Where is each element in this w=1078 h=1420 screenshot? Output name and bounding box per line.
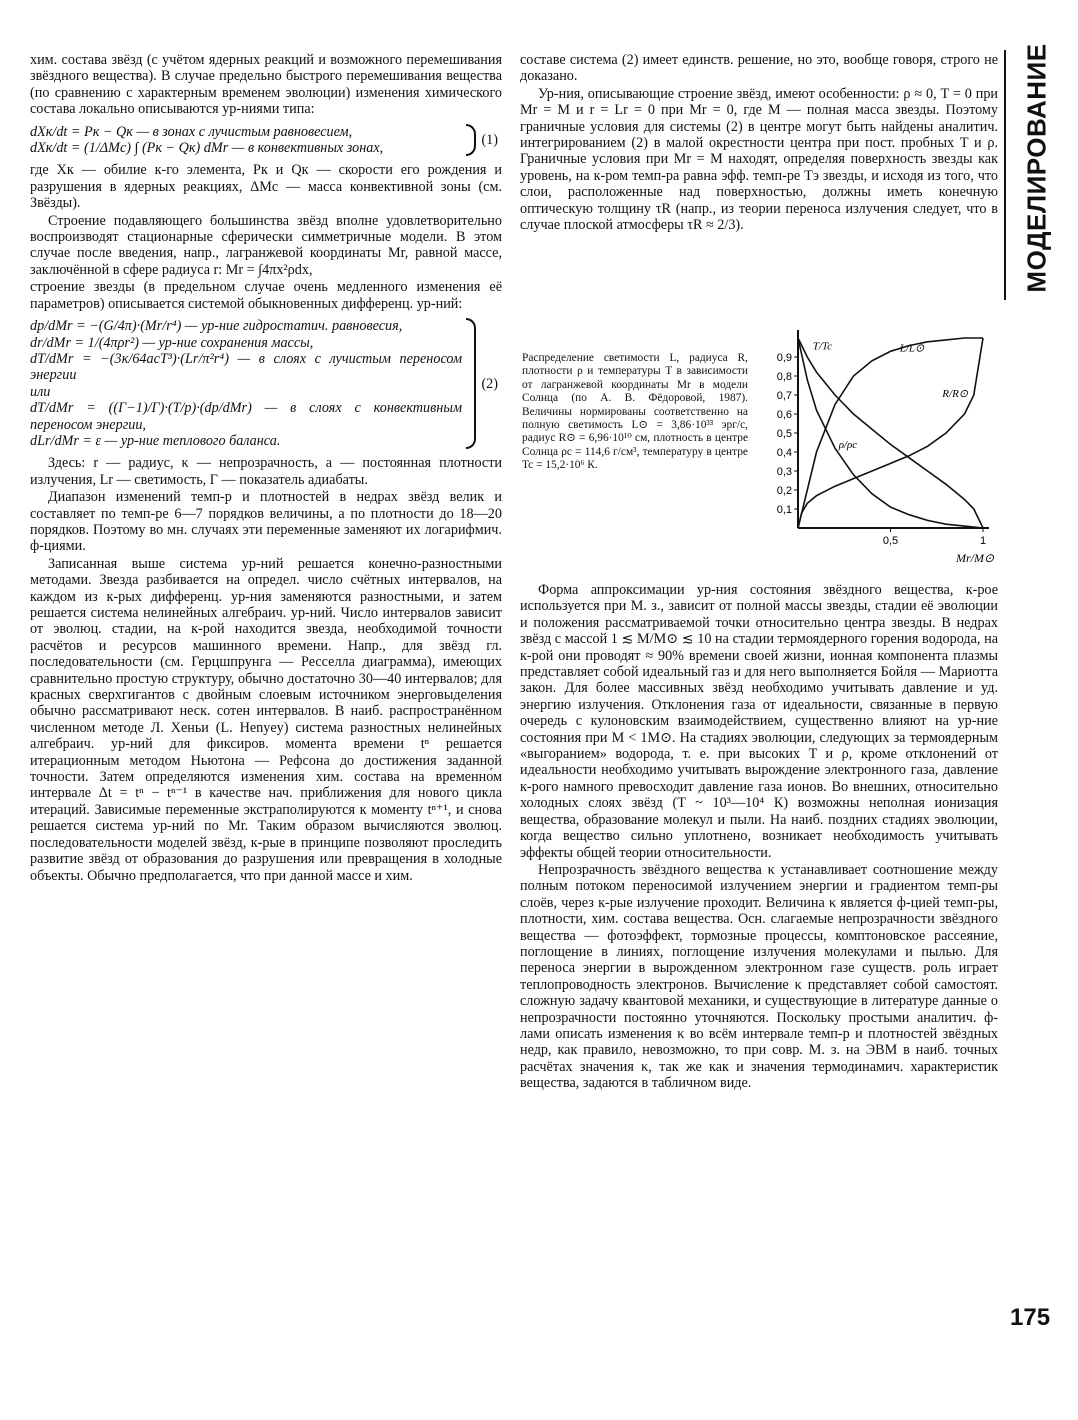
- chart-series-label: L/L⊙: [899, 342, 925, 355]
- right-paragraph-1: составе система (2) имеет единств. решение, но это, вообще говоря, строго не доказано.: [520, 52, 998, 85]
- chart-y-tick-label: 0,3: [776, 466, 792, 478]
- eq1-number: (1): [481, 131, 498, 148]
- chart-series-line: [798, 338, 983, 528]
- chart-y-tick-label: 0,4: [776, 447, 792, 459]
- chart-series-label: R/R⊙: [942, 387, 969, 400]
- eq2-line-2: dr/dMr = 1/(4πρr²) — ур-ние сохранения массы,: [30, 334, 314, 351]
- figure-caption: Распределение светимости L, радиуса R, плотности ρ и температуры T в зависимости от лагранжевой координаты Mr в модели Солнца (по А. В. Фёдоровой, 1987). Величины нормированы соответственно на полную светимость L⊙ = 3,86·10³³ эрг/с, радиус R⊙ = 6,96·10¹⁰ см, плотность в центре Солнца ρc = 114,6 г/см³, температуру в центре Tc = 15,2·10⁶ К.: [522, 352, 748, 472]
- chart-series-line: [798, 338, 983, 528]
- eq1-brace: [466, 124, 476, 157]
- chart-y-tick-label: 0,5: [776, 428, 792, 440]
- left-paragraph-6: Диапазон изменений темп-р и плотностей в недрах звёзд велик и составляет по темп-ре 6—7 порядков величины, а по плотности до 18—20 порядков. Поэтому во мн. случаях эти переменные заменяют их логарифмич. ф-циями.: [30, 489, 502, 555]
- chart-y-tick-label: 0,6: [776, 409, 792, 421]
- chart-series-line: [798, 338, 983, 528]
- left-paragraph-2: где Xк — обилие к-го элемента, Pк и Qк — скорости его рождения и разрушения в ядерных реакциях, ΔMc — масса конвективной зоны (см. Звёзды).: [30, 162, 502, 212]
- section-title-text: МОДЕЛИРОВАНИЕ: [1021, 43, 1052, 293]
- chart-svg: [752, 320, 997, 565]
- chart-x-tick-label: 1: [979, 535, 987, 547]
- chart-x-axis-label: Mr/M⊙: [955, 551, 995, 565]
- right-column-top: [520, 52, 998, 312]
- chart-y-tick-label: 0,8: [776, 371, 792, 383]
- side-rule: [1004, 50, 1006, 300]
- left-paragraph-1: хим. состава звёзд (с учётом ядерных реакций и возможного перемешивания звёздного вещества). В случае предельно быстрого перемешивания вещества (по сравнению с характерным временем эволюции) изменения химического состава локально описываются ур-ниями типа:: [30, 52, 502, 118]
- chart-series-label: ρ/ρc: [838, 439, 858, 452]
- eq2-line-5: dLr/dMr = ε — ур-ние теплового баланса.: [30, 432, 281, 449]
- eq2-line-3: dT/dMr = −(3κ/64acT³)·(Lr/π²r⁴) — в слоях с лучистым переносом энергии: [30, 350, 462, 384]
- left-paragraph-5: Здесь: r — радиус, κ — непрозрачность, a — постоянная плотности излучения, Lr — светимость, Γ — показатель адиабаты.: [30, 455, 502, 488]
- right-paragraph-4: Непрозрачность звёздного вещества κ устанавливает соотношение между полным потоком переносимой излучением энергии и градиентом темп-ры слоёв, через к-рые излучение проходит. Величина κ является ф-цией темп-ры, плотности, хим. состава вещества. Осн. слагаемые непрозрачности звёздного вещества — фотоэффект, тормозные процессы, комптоновское рассеяние, поглощение в линиях, поглощение излучения молекулами и пылью. Для переноса энергии в вырожденном электронном газе существ. роль играет теплопроводность электронов. Вычисление κ представляет собой самостоят. сложную задачу квантовой механики, и существующие в литературе данные о непрозрачности постоянно уточняются. Поскольку простыми аналитич. ф-лами описать изменения κ во всём интервале темп-р и плотностей звёздных недр, как правило, невозможно, то при совр. М. з. на ЭВМ в наиб. точных расчётах значения κ, так же как и значения термодинамич. характеристик вещества, задаются в табличном виде.: [520, 861, 998, 1092]
- equation-2: [30, 318, 502, 449]
- eq2-brace: [466, 318, 476, 449]
- solar-model-chart: [752, 320, 997, 565]
- left-paragraph-3: Строение подавляющего большинства звёзд вполне удовлетворительно воспроизводят стационарные сферически симметричные модели. В этом случае после введения, напр., лагранжевой координаты Mr, равной массе, заключённой в сфере радиуса r: Mr = ∫4πx²ρdx,: [30, 212, 502, 278]
- right-column-bottom: [520, 582, 998, 1093]
- chart-y-tick-label: 0,1: [776, 504, 792, 516]
- eq1-line-2: dXк/dt = (1/ΔMc) ∫ (Pк − Qк) dMr — в конвективных зонах,: [30, 140, 384, 157]
- left-paragraph-7: Записанная выше система ур-ний решается конечно-разностными методами. Звезда разбивается на определ. число счётных интервалов, на каждом из к-рых дифференц. ур-ния заменяются разностными, и затем решается система нелинейных алгебраич. ур-ний. Число интервалов зависит от эволюц. стадии, на к-рой находится звезда, необходимой точности расчётов и ресурсов машинного времени. Напр., для звёзд гл. последовательности (см. Герцшпрунга — Ресселла диаграмма), имеющих сравнительно простую структуру, обычно достаточно 30—40 интервалов; для красных сверхгигантов с двойным слоевым источником энерговыделения обычно рассматривают неск. сотен интервалов. В наиб. распространённом численном методе Л. Хеньи (L. Henyey) система разностных нелинейных алгебраич. ур-ний для фиксиров. момента времени tⁿ решается итерационным методом Ньютона — Рефсона до достижения заданной точности. Затем определяются изменения хим. состава на временно́м интервале Δt = tⁿ − tⁿ⁻¹ в качестве нач. приближения для нового цикла итераций. Зависимые переменные экстраполируются к моменту tⁿ⁺¹, и снова решается система ур-ний по Mr. Таким образом вычисляются эволюц. последовательности моделей звёзд, к-рые в принципе позволяют проследить развитие звёзд от образования до разрушения или превращения в холодные объекты. Обычно предполагается, что при данной массе и хим.: [30, 555, 502, 884]
- left-column: [30, 52, 502, 885]
- eq2-or: или: [30, 383, 51, 400]
- right-paragraph-2: Ур-ния, описывающие строение звёзд, имеют особенности: ρ ≈ 0, T = 0 при Mr = M и r = Lr = 0 при Mr = 0, где M — полная масса звезды. Поэтому граничные условия для системы (2) в центре могут быть найдены аналитич. интегрированием (2) в малой окрестности центра при пост. пробных T и ρ. Граничные условия при Mr = M находят, определяя поверхность звезды как уровень, на к-ром темп-ра равна эфф. темп-ре Tэ звезды, и исходя из того, что слои, расположенные над поверхностью, должны иметь конечную оптическую толщину τR (напр., из теории переноса излучения следует, что в случае плоской атмосферы τR ≈ 2/3).: [520, 85, 998, 234]
- right-paragraph-3: Форма аппроксимации ур-ния состояния звёздного вещества, к-рое используется при М. з., зависит от полной массы звезды, стадии её эволюции и положения рассматриваемой точки относительно центра звезды. В недрах звёзд с массой 1 ≲ M/M⊙ ≲ 10 на стадии термоядерного горения водорода, на к-рой они проводят ≈ 90% времени своей жизни, ионная компонента плазмы представляет собой идеальный газ и для него выполняется Бойля — Мариотта закон. Для более массивных звёзд необходимо учитывать давление и уд. энергию излучения. Отклонения газа от идеальности, связанные в первую очередь с кулоновским взаимодействием, существенно влияют на ур-ние состояния при M < 1M⊙. На стадиях эволюции, следующих за термоядерным «выгоранием» водорода, т. е. при высоких T и ρ, кроме отклонений от идеальности необходимо учитывать вырождение электронного газа, давление к-рого намного превосходит давление газа ионов. Во внешних, относительно холодных слоях звёзд (T ~ 10³—10⁴ К) возможны неполная ионизация вещества, образование молекул и пыли. На наиб. поздних стадиях эволюции, когда вещество сильно уплотнено, возникает необходимость учитывать эффекты общей теории относительности.: [520, 582, 998, 861]
- chart-series-label: T/Tc: [812, 340, 832, 353]
- left-paragraph-4: строение звезды (в предельном случае очень медленного изменения её параметров) описывается системой обыкновенных дифференц. ур-ний:: [30, 279, 502, 312]
- chart-y-tick-label: 0,7: [776, 390, 792, 402]
- eq2-line-1: dp/dMr = −(G/4π)·(Mr/r⁴) — ур-ние гидростатич. равновесия,: [30, 318, 403, 335]
- chart-x-tick-label: 0,5: [882, 535, 899, 547]
- chart-y-tick-label: 0,9: [776, 352, 792, 364]
- equation-1: [30, 124, 502, 157]
- page-number: 175: [1010, 1304, 1051, 1331]
- eq2-number: (2): [481, 375, 498, 392]
- eq2-line-4: dT/dMr = ((Γ−1)/Γ)·(T/p)·(dp/dMr) — в слоях с конвективным переносом энергии,: [30, 400, 462, 433]
- chart-y-tick-label: 0,2: [776, 485, 792, 497]
- chart-series-line: [798, 338, 983, 528]
- section-title-vertical: [1012, 43, 1062, 293]
- eq1-line-1: dXк/dt = Pк − Qк — в зонах с лучистым равновесием,: [30, 123, 353, 140]
